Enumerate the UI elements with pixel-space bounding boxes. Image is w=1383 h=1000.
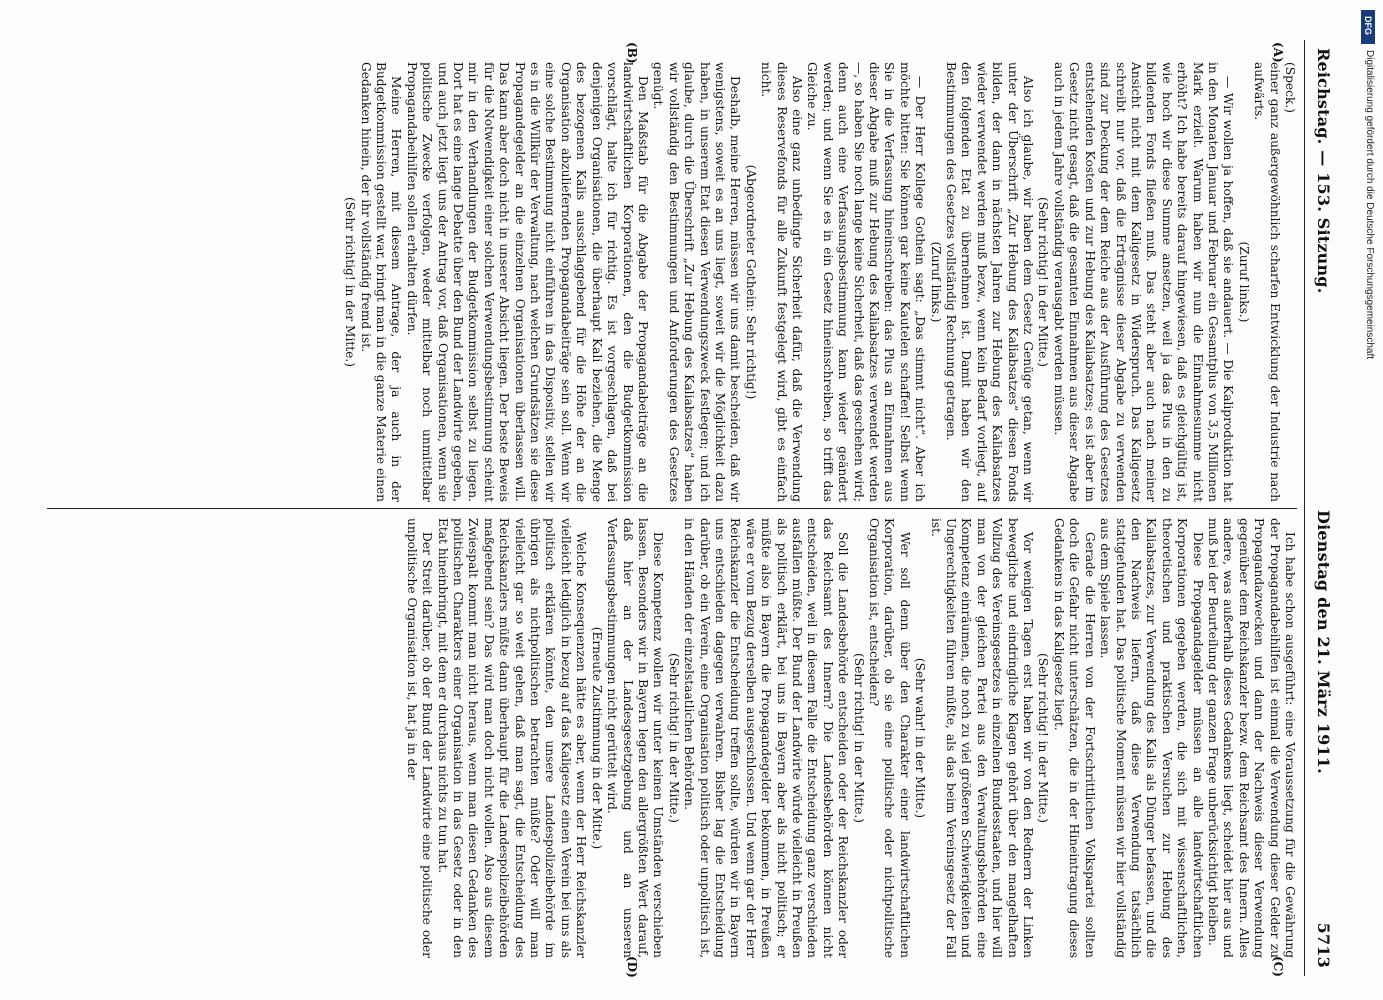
paragraph: Gerade die Herren von der Fortschrittlichen Volkspartei sollten doch die Gefahr nicht unterschätzen, die in der Hineintragung dieses Gedankens in das Kaligesetz liegt. — [1051, 518, 1097, 958]
paragraph: Meine Herren, mit diesem Antrage, der ja auch in der Budgetkommission gestellt war, bringt man in die ganze Materie einen Gedanken hinein, der ihr vollständig fremd ist. — [358, 62, 404, 502]
marker-c: (C) — [1271, 956, 1285, 977]
dfg-logo-text: DFG — [1363, 16, 1373, 35]
running-header — [1304, 40, 1339, 976]
right-column — [47, 518, 1297, 958]
page-number: 5713 — [1314, 922, 1333, 968]
paragraph: Welche Konsequenzen hätte es aber, wenn der Herr Reichskanzler vielleicht lediglich in bezug auf das Kaligesetz einen Verein bei uns als politisch erklären könnte, den unsere Landespolizeibehörde im übrigen als nichtpolitischen betrachten müßte? Oder will man vielleicht gar so weit gehen, daß man sagt, die Entscheidung des Reichskanzlers müßte dann überhaupt für die Landespolizeibehörden maßgebend sein? Das wird man doch nicht wollen. Also aus diesem Zwiespalt kommt man nicht heraus, wenn man diesen Gedanken des politischen Charakters einer Organisation in das Gesetz oder in den Etat hineinbringt, mit dem er durchaus nichts zu tun hat. — [435, 518, 589, 958]
paragraph: — Der Herr Kollege Gothein sagt: „Das stimmt nicht“. Aber ich möchte bitten: Sie können gar keine Kautelen schaffen! Selbst wenn Sie in die Verfassung hineinschreiben: das Plus an Einnahmen aus dieser Abgabe muß zur Hebung des Kaliabsatzes verwendet werden —, so haben Sie noch lange keine Sicherheit, daß das geschehen wird; denn auch eine Verfassungsbestimmung kann wieder geändert werden; und wenn Sie es in ein Gesetz hineinschreiben, so trifft das Gleiche zu. — [805, 62, 928, 502]
paragraph: einer ganz außergewöhnlich scharfen Entwicklung der Industrie nach aufwärts. — [1252, 62, 1282, 502]
marker-a: (A) — [1271, 42, 1285, 63]
interjection: (Sehr wahr! in der Mitte.) — [913, 657, 928, 819]
interjection: (Sehr richtig! in der Mitte.) — [1036, 653, 1051, 823]
paragraph: Diese Kompetenz wollen wir unter keinen Umständen verschieben lassen. Besonders wir in Bayern legen den allergrößten Wert darauf, daß hier an der Landesgesetzgebung und an unseren Verfassungsbestimmungen nicht gerüttelt wird. — [605, 518, 666, 958]
left-column — [47, 62, 1297, 502]
interjection: (Erneute Zustimmung in der Mitte.) — [589, 626, 604, 850]
paragraph: Also eine ganz unbedingte Sicherheit dafür, daß die Verwendung dieses Reservefonds für alle Zukunft festgelegt wird, gibt es einfach nicht. — [759, 62, 804, 502]
paragraph: Ich habe schon ausgeführt: eine Voraussetzung für die Gewährung der Propagandabeihilfen ist einmal die Verwendung dieser Gelder zu Propagandazwecken und dann der Nachweis dieser Verwendung gegenüber dem Reichskanzler bezw. dem Reichsamt des Innern. Alles andere, was außerhalb dieses Gedankens liegt, scheidet hier aus und muß bei der Beurteilung der ganzen Frage unberücksichtigt bleiben. — [1205, 518, 1297, 958]
dfg-logo — [1361, 10, 1375, 44]
interjection: (Sehr richtig! in der Mitte.) — [1036, 197, 1051, 367]
digitization-credit — [1359, 10, 1377, 990]
paragraph: Deshalb, meine Herren, müssen wir uns damit bescheiden, daß wir wenigstens, soweit es an uns liegt, soweit wir die Möglichkeit dazu haben, in unserem Etat diesen Verwendungszweck festlegen; und ich glaube, durch die Überschrift „Zur Hebung des Kaliabsatzes“ haben wir vollständig den Bestimmungen und Anforderungen des Gesetzes genügt. — [651, 62, 743, 502]
paragraph: Den Maßstab für die Abgabe der Propagandabeiträge an die landwirtschaftlichen Korporationen, den die Budgetkommission vorschlägt, halte ich für richtig. Es ist vorgeschlagen, daß bei denjenigen Organisationen, die überhaupt Kali beziehen, die Menge des bezogenen Kalis ausschlaggebend für die Höhe der an die Organisation abzuliefernden Propagandabeiträge sein soll. Wenn wir eine solche Bestimmung nicht einführen in das Dispositiv, stellen wir es in die Willkür der Verwaltung, nach welchen Grundsätzen sie diese Propagandegelder an die einzelnen Organisationen überlassen will. Das kann aber doch nicht in unserer Absicht liegen. Der beste Beweis für die Notwendigkeit einer solchen Verwendungsbestimmung scheint mir in den Verhandlungen der Budgetkommission selbst zu liegen. Dort hat es eine lange Debatte über den Bund der Landwirte gegeben, und auch jetzt liegt uns der Antrag vor, daß Organisationen, wenn sie politische Zwecke verfolgen, weder mittelbar noch unmittelbar Propagandabeihilfen sollen erhalten dürfen. — [404, 62, 650, 502]
paragraph: — Wir wollen ja hoffen, daß sie andauert. — Die Kaliproduktion hat in den Monaten Januar und Februar ein Gesamtplus von 3,5 Millionen Mark erzielt. Warum haben wir nun die Einnahmesumme nicht erhöht? Ich habe bereits darauf hingewiesen, daß es gleichgültig ist, wie hoch wir diese Summe ansetzen, weil ja das Plus in den zu bildenden Fonds fließen muß. Das steht aber auch nach meiner Ansicht nicht mit dem Kaligesetz in Widerspruch. Das Kaligesetz schreibt nur vor, daß die Erträgnisse dieser Abgabe zu verwenden sind zur Deckung der dem Reiche aus der Ausführung des Gesetzes entstehenden Kosten und zur Hebung des Kaliabsatzes; es ist aber im Gesetz nicht gesagt, daß die gesamten Einnahmen aus dieser Abgabe auch in jedem Jahre vollständig verausgabt werden müssen. — [1051, 62, 1236, 502]
header-center: Dienstag den 21. März 1911. — [1314, 510, 1333, 774]
speaker-tag: (Speck.) — [1283, 62, 1297, 113]
header-left: Reichstag. — 153. Sitzung. — [1314, 48, 1333, 294]
interjection: (Sehr richtig! in der Mitte.) — [666, 653, 681, 823]
paragraph: Vor wenigen Tagen erst haben wir von den Rednern der Linken bewegliche und eindringliche Klagen gehört über den mangelhaften Vollzug des Vereinsgesetzes in einzelnen Bundesstaaten, und hier will man von der gleichen Partei aus den Verwaltungsbehörden eine Kompetenz einräumen, die noch zu viel größeren Schwierigkeiten und Ungerechtigkeiten führen müßte, als das beim Vereinsgesetz der Fall ist. — [928, 518, 1036, 958]
interjection: (Sehr richtig! in der Mitte.) — [343, 197, 358, 367]
marker-d: (D) — [625, 956, 639, 978]
marker-b: (B) — [625, 42, 639, 64]
interjection: (Abgeordneter Gothein: Sehr richtig!) — [743, 164, 758, 400]
paragraph: Diese Propagandagelder müssen an alle landwirtschaftlichen Korporationen gegeben werden, die sich mit wissenschaftlichen, theoretischen und praktischen Versuchen zur Hebung des Kaliabsatzes, zur Verwendung des Kalis als Dünger befassen, und die den Nachweis liefern, daß diese Verwendung tatsächlich stattgefunden hat. Das politische Moment müssen wir hier vollständig aus dem Spiele lassen. — [1098, 518, 1205, 958]
credit-text: Digitalisierung gefördert durch die Deutsche Forschungsgemeinschaft — [1364, 50, 1375, 360]
interjection: (Sehr richtig! in der Mitte.) — [851, 653, 866, 823]
interjection: (Zuruf links.) — [1236, 241, 1251, 323]
rotated-printed-page — [39, 40, 1339, 976]
paragraph: Also ich glaube, wir haben dem Gesetz Genüge getan, wenn wir unter der Überschrift „Zur Hebung des Kaliabsatzes“ diesen Fonds bilden, der dann in nächsten Jahren zur Hebung des Kaliabsatzes wieder verwendet werden muß bezw., wenn kein Bedarf vorliegt, auf den folgenden Etat zu übernehmen ist. Damit haben wir den Bestimmungen des Gesetzes vollständig Rechnung getragen. — [944, 62, 1036, 502]
interjection: (Zuruf links.) — [928, 241, 943, 323]
paragraph: Soll die Landesbehörde entscheiden oder der Reichskanzler oder das Reichsamt des Innern? Die Landesbehörden können nicht entscheiden, weil in diesem Falle die Entscheidung ganz verschieden ausfallen müßte. Der Bund der Landwirte würde vielleicht in Preußen als politisch erklärt, bei uns in Bayern aber als nicht politisch; er müßte also in Bayern die Propagandegelder bekommen, in Preußen wäre er vom Bezug derselben ausgeschlossen. Und wenn gar der Herr Reichskanzler die Entscheidung treffen sollte, würden wir in Bayern uns entschieden dagegen verwahren. Bisher lag die Entscheidung darüber, ob ein Verein, eine Organisation politisch oder unpolitisch ist, in den Händen der einzelstaatlichen Behörden. — [682, 518, 851, 958]
column-divider — [47, 508, 1297, 509]
paragraph: Wer soll denn über den Charakter einer landwirtschaftlichen Korporation, darüber, ob sie eine politische oder nichtpolitische Organisation ist, entscheiden? — [867, 518, 912, 958]
paragraph: Der Streit darüber, ob der Bund der Landwirte eine politische oder unpolitische Organisation ist, hat ja in der — [404, 518, 435, 958]
